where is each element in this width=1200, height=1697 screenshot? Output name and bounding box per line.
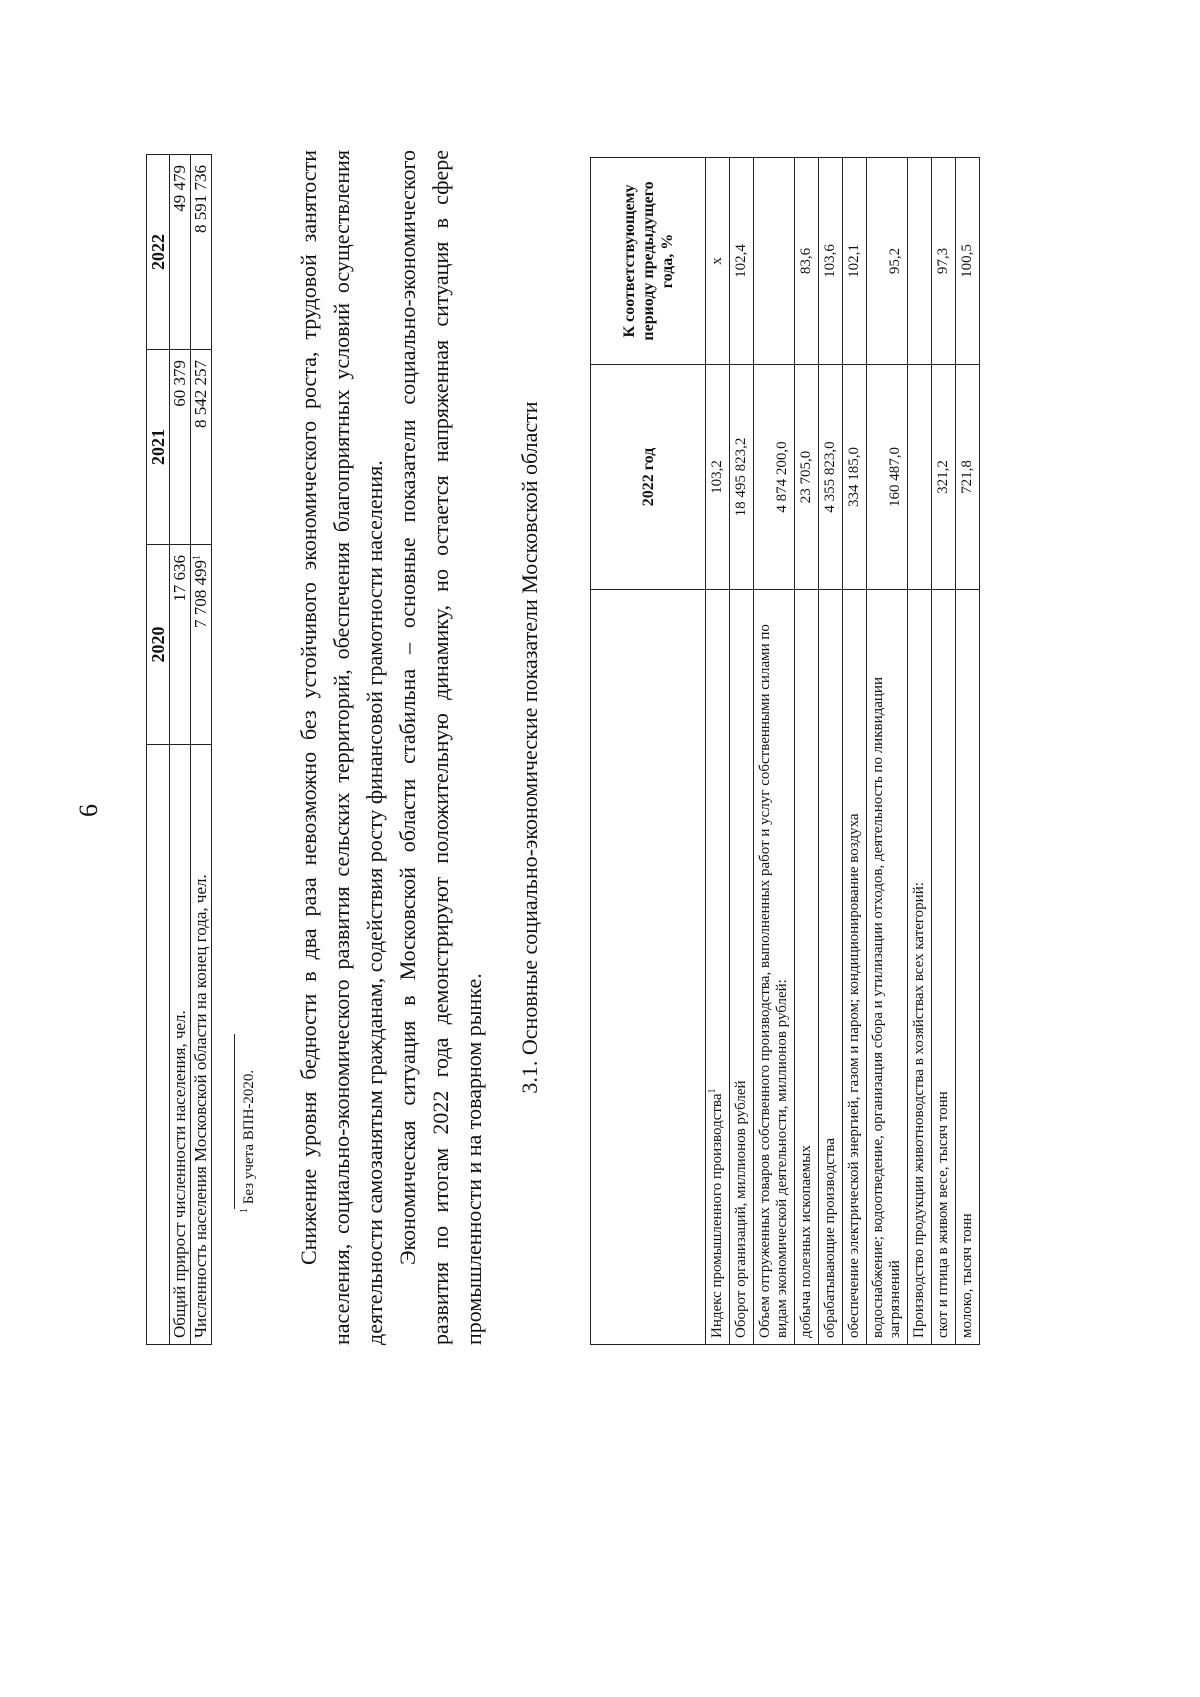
value-2022: 4 874 200,0 xyxy=(754,365,795,590)
header-cell: К соответствующему периоду предыдущего года, % xyxy=(591,158,706,365)
value-pct: 102,1 xyxy=(843,158,867,365)
value-pct: 102,4 xyxy=(730,158,754,365)
value-2022 xyxy=(908,365,932,590)
table-row xyxy=(843,158,867,1345)
value-2022: 160 487,0 xyxy=(867,365,908,590)
header-cell: 2022 год xyxy=(591,365,706,590)
header-cell: 2021 xyxy=(147,350,170,545)
table-row xyxy=(867,158,908,1345)
value-2020: 7 708 $499^1$ xyxy=(191,545,212,745)
value-2021: 60 379 xyxy=(170,350,191,545)
row-label: Производство продукции животноводства в хозяйствах всех категорий: xyxy=(908,590,932,1345)
row-label: добыча полезных ископаемых xyxy=(795,590,819,1345)
value-pct: 103,6 xyxy=(819,158,843,365)
table-row xyxy=(730,158,754,1345)
value-2022: 49 479 xyxy=(170,155,191,350)
value-2022: 321,2 xyxy=(932,365,956,590)
table-row xyxy=(754,158,795,1345)
table-row xyxy=(191,155,212,1345)
row-label: молоко, тысяч тонн xyxy=(956,590,980,1345)
row-label: Объем отгруженных товаров собственного производства, выполненных работ и услуг собственными силами по видам экономической деятельности, миллионов рублей: xyxy=(754,590,795,1345)
table-row xyxy=(170,155,191,1345)
row-label: обеспечение электрической энергией, газом и паром; кондиционирование воздуха xyxy=(843,590,867,1345)
table-row xyxy=(908,158,932,1345)
row-label: Численность населения Московской области на конец года, чел. xyxy=(191,745,212,1345)
row-label: водоснабжение; водоотведение, организация сбора и утилизации отходов, деятельность по ликвидации загрязнений xyxy=(867,590,908,1345)
footnote-divider xyxy=(234,1034,235,1209)
value-2022: 4 355 823,0 xyxy=(819,365,843,590)
row-label: Оборот организаций, миллионов рублей xyxy=(730,590,754,1345)
value-pct: 100,5 xyxy=(956,158,980,365)
table-row xyxy=(795,158,819,1345)
value-pct: 83,6 xyxy=(795,158,819,365)
value-2022: 18 495 823,2 xyxy=(730,365,754,590)
value-2022: 334 185,0 xyxy=(843,365,867,590)
row-label: обрабатывающие производства xyxy=(819,590,843,1345)
paragraph-poverty: Снижение уровня бедности в два раза невозможно без устойчивого экономического роста, трудовой занятости населения, социально-экономического развития сельских территорий, обеспечения благоприятных условий осуществления деятельности самозанятым гражданам, содействия росту финансовой грамотности населения. xyxy=(296,150,387,1345)
header-cell xyxy=(147,745,170,1345)
table-row xyxy=(706,158,730,1345)
value-pct xyxy=(908,158,932,365)
row-label: скот и птица в живом весе, тысяч тонн xyxy=(932,590,956,1345)
table-row xyxy=(956,158,980,1345)
section-heading: 3.1. Основные социально-экономические показатели Московской области xyxy=(517,401,542,1094)
value-pct: 95,2 xyxy=(867,158,908,365)
population-table xyxy=(146,154,212,1345)
paragraph-economy: Экономическая ситуация в Московской области стабильна – основные показатели социально-экономического развития по итогам 2022 года демонстрируют положительную динамику, но остается напряженная ситуация в сфере промышленности и на товарном рынке. xyxy=(395,150,486,1345)
value-2020: 17 636 xyxy=(170,545,191,745)
page-number: 6 xyxy=(74,804,103,817)
table-header-row xyxy=(591,158,706,1345)
table-row xyxy=(819,158,843,1345)
value-2022: 8 591 736 xyxy=(191,155,212,350)
row-label: Общий прирост численности населения, чел. xyxy=(170,745,191,1345)
value-pct: 97,3 xyxy=(932,158,956,365)
value-pct xyxy=(754,158,795,365)
row-label: Индекс промышленного производства$^1$ xyxy=(706,590,730,1345)
value-pct: х xyxy=(706,158,730,365)
footnote-ref: 1 xyxy=(191,555,203,560)
footnote-ref: 1 xyxy=(707,1088,718,1094)
table-row xyxy=(932,158,956,1345)
value-2021: 8 542 257 xyxy=(191,350,212,545)
header-cell: 2020 xyxy=(147,545,170,745)
header-cell xyxy=(591,590,706,1345)
indicators-table xyxy=(590,157,980,1345)
table-header-row xyxy=(147,155,170,1345)
value-2022: 721,8 xyxy=(956,365,980,590)
value-2022: 103,2 xyxy=(706,365,730,590)
value-2022: 23 705,0 xyxy=(795,365,819,590)
footnote: $^1$ Без учета ВПН-2020. xyxy=(239,1069,257,1213)
header-cell: 2022 xyxy=(147,155,170,350)
